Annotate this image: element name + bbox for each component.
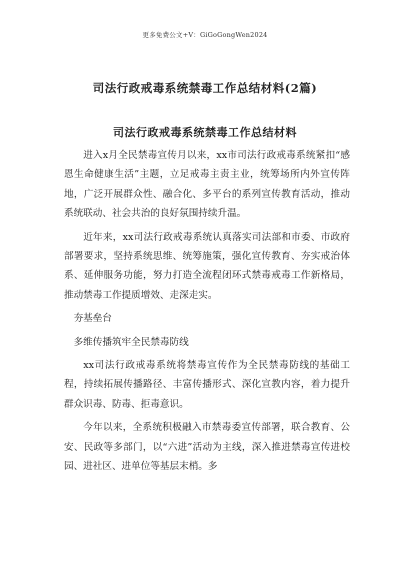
header-note: 更多免费公文+V：GiGoGongWen2024 [142,31,268,39]
paragraph-propaganda: xx司法行政戒毒系统将禁毒宣传作为全民禁毒防线的基础工程，持续拓展传播路径、丰富传播形式、深化宣教内容，着力提升群众识毒、防毒、拒毒意识。 [64,360,350,410]
subheading-foundation: 夯基垒台 [73,313,112,325]
section-title: 司法行政戒毒系统禁毒工作总结材料 [113,126,297,139]
paragraph-this-year: 今年以来，全系统积极融入市禁毒委宣传部署，联合教育、公安、民政等多部门，以“六进”活动为主线，深入推进禁毒宣传进校园、进社区、进单位等基层末梢。多 [64,422,350,473]
document-title: 司法行政戒毒系统禁毒工作总结材料(2篇) [92,81,318,95]
subheading-multidimensional: 多维传播筑牢全民禁毒防线 [73,336,189,348]
document-body [64,142,350,477]
paragraph-overview: 近年来，xx司法行政戒毒系统认真落实司法部和市委、市政府部署要求，坚持系统思维、统筹施策，强化宣传教育、夯实戒治体系、延伸服务功能，努力打造全流程闭环式禁毒戒毒工作新格局，推动禁毒工作提质增效、走深走实。 [64,231,350,301]
paragraph-intro: 进入x月全民禁毒宣传月以来，xx市司法行政戒毒系统紧扣“感恩生命健康生活”主题，立足戒毒主责主业，统筹场所内外宣传阵地，广泛开展群众性、融合化、多平台的系列宣传教育活动，推动系统联动、社会共治的良好氛围持续升温。 [64,150,350,220]
